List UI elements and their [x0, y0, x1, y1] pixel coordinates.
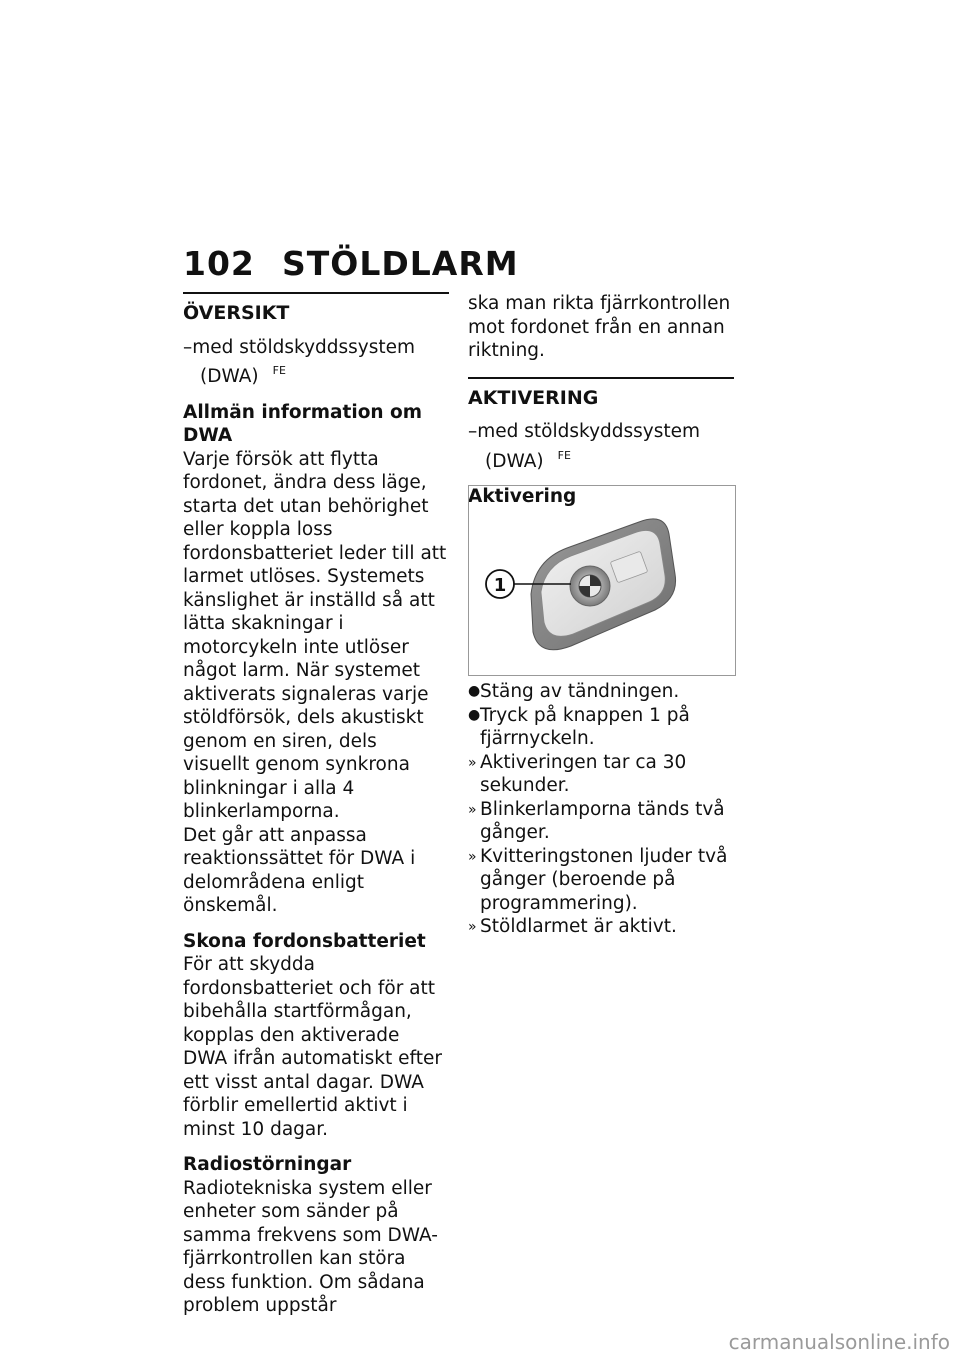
subheading-activation: Aktivering — [468, 486, 577, 507]
list-item: ● Stäng av tändningen. — [468, 681, 680, 702]
general-paragraph: Varje försök att flytta fordonet, ändra dess läge, starta det utan behörighet eller koppla loss fordonsbatteriet leder till att larmet utlöses. Systemets känslighet är inställd så att lätta skakningar i motorcykeln inte utlöser något larm. När systemet aktiverats signaleras varje stöldförsök, dels akustiskt genom en siren, dels visuellt genom synkrona blinkningar i alla 4 blinkerlamporna. — [183, 448, 447, 822]
result-marker: » — [468, 754, 477, 771]
variant-line: –med stöldskyddssystem — [183, 336, 416, 358]
variant-line: –med stöldskyddssystem — [468, 421, 701, 442]
left-column — [183, 292, 449, 1318]
list-item: » Stöldlarmet är aktivt. — [468, 915, 734, 939]
list-item: » Aktiveringen tar ca 30 sekunder. — [468, 751, 687, 796]
remote-key-illustration — [469, 486, 735, 675]
remote-key-figure — [468, 485, 736, 676]
continued-paragraph: ska man rikta fjärrkontrollen mot fordonet från en annan riktning. — [468, 293, 731, 361]
fe-marker: FE — [557, 448, 571, 462]
list-item: » Kvitteringstonen ljuder två gånger (beroende på programmering). — [468, 845, 728, 914]
section-title-overview: ÖVERSIKT — [183, 292, 449, 326]
fe-marker: FE — [272, 364, 286, 377]
chapter-title: STÖLDLARM — [282, 244, 519, 283]
radio-paragraph: Radiotekniska system eller enheter som sänder på samma frekvens som DWA-fjärrkontrollen kan störa dess funktion. Om sådana problem uppstår — [183, 1177, 438, 1316]
result-marker: » — [468, 848, 477, 865]
variant-line-2: (DWA) $^{FE}$ — [485, 448, 571, 472]
page-number: 102 — [183, 244, 255, 283]
section-title-activation: AKTIVERING — [468, 377, 734, 411]
subheading-battery: Skona fordonsbatteriet — [183, 930, 426, 952]
battery-paragraph: För att skydda fordonsbatteriet och för att bibehålla startförmågan, kopplas den aktiverade DWA ifrån automatiskt efter ett visst antal dagar. DWA förblir emellertid aktivt i minst 10 dagar. — [183, 954, 442, 1140]
bullet-marker: ● — [468, 683, 481, 699]
callout-number: 1 — [493, 575, 507, 596]
bullet-marker: ● — [468, 706, 481, 723]
list-item: » Blinkerlamporna tänds två gånger. — [468, 798, 725, 843]
subheading-radio: Radiostörningar — [183, 1154, 352, 1175]
result-marker: » — [468, 801, 477, 818]
steps-list-container — [468, 680, 734, 939]
right-column — [468, 292, 734, 509]
list-item: ● Tryck på knappen 1 på fjärrnyckeln. — [468, 704, 690, 749]
result-marker: » — [468, 919, 477, 935]
steps-list — [468, 680, 734, 939]
general-paragraph-2: Det går att anpassa reaktionssättet för DWA i delområdena enligt önskemål. — [183, 824, 416, 916]
watermark: carmanualsonline.info — [728, 1330, 950, 1354]
subheading-general: Allmän information om DWA — [183, 401, 423, 446]
variant-line-2: (DWA) $^{FE}$ — [200, 364, 286, 387]
